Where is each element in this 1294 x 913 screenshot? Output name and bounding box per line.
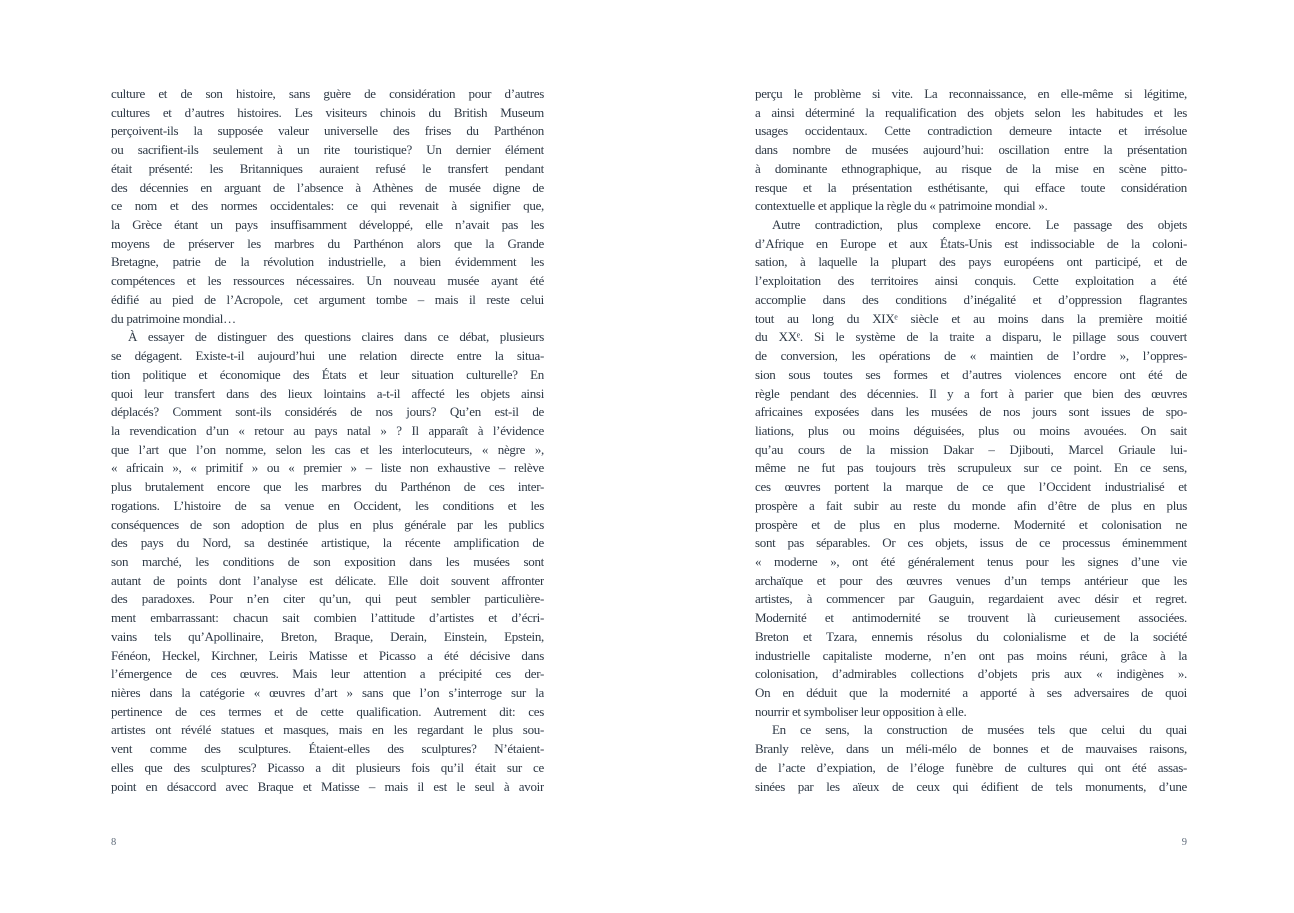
text-line: la revendication d’un « retour au pays natal » ? Il apparaît à l’évidence	[111, 422, 544, 438]
text-line: ou sacrifient-ils seulement à un rite touristique? Un dernier élément	[111, 142, 544, 158]
text-line: plus brutalement encore que les marbres du Parthénon de ces inter-	[111, 479, 544, 495]
text-line: perçu le problème si vite. La reconnaissance, en elle-même si légitime,	[755, 86, 1187, 101]
text-line: ce nom et des normes occidentales: ce qui revenait à signifier que,	[111, 198, 544, 214]
text-line: Breton et Tzara, ennemis résolus du colonialisme et de la société	[755, 628, 1187, 644]
text-line: rogations. L’histoire de sa venue en Occident, les conditions et les	[111, 497, 544, 513]
text-line: accomplie dans des conditions d’inégalité et d’oppression flagrantes	[755, 291, 1187, 307]
text-line: la Grèce étant un pays insuffisamment développé, elle n’avait pas les	[111, 217, 544, 233]
text-line: usages occidentaux. Cette contradiction demeure intacte et irrésolue	[755, 123, 1187, 139]
text-line: culture et de son histoire, sans guère de considération pour d’autres	[111, 86, 544, 101]
text-line: Modernité et antimodernité se trouvent là curieusement associées.	[755, 610, 1187, 626]
text-line: des paradoxes. Pour n’en citer qu’un, qui peut sembler particulière-	[111, 591, 544, 607]
text-line: du patrimoine mondial…	[111, 310, 236, 326]
text-line: sont pas séparables. Or ces objets, issus de ce processus éminemment	[755, 535, 1187, 551]
text-line: l’exploitation des territoires ainsi conquis. Cette exploitation a été	[755, 273, 1187, 289]
text-line: prospère a fait subir au reste du monde afin d’être de plus en plus	[755, 497, 1187, 513]
text-line: du XXᵉ. Si le système de la traite a disparu, le pillage sous couvert	[755, 329, 1187, 345]
text-line: quoi leur transfert dans des lieux lointains a-t-il affecté les objets ainsi	[111, 385, 544, 401]
text-line: Fénéon, Heckel, Kirchner, Leiris Matisse et Picasso a été décisive dans	[111, 647, 544, 663]
text-line: Autre contradiction, plus complexe encore. Le passage des objets	[772, 217, 1187, 233]
text-line: prospère et de plus en plus moderne. Modernité et colonisation ne	[755, 516, 1187, 532]
text-line: tout au long du XIXᵉ siècle et au moins dans la première moitié	[755, 310, 1187, 326]
page-right	[647, 0, 1294, 913]
text-line: À essayer de distinguer des questions claires dans ce débat, plusieurs	[128, 329, 544, 345]
text-line: vains tels qu’Apollinaire, Breton, Braque, Derain, Einstein, Epstein,	[111, 628, 544, 644]
text-line: d’Afrique en Europe et aux États-Unis est indissociable de la coloni-	[755, 235, 1187, 251]
text-line: cultures et d’autres histoires. Les visiteurs chinois du British Museum	[111, 104, 544, 120]
text-line: Bretagne, patrie de la révolution industrielle, a bien évidemment les	[111, 254, 544, 270]
text-line: à dominante ethnographique, au risque de la mise en scène pitto-	[755, 160, 1187, 176]
text-line: déplacés? Comment sont-ils considérés de nos jours? Qu’en est-il de	[111, 404, 544, 420]
text-line: resque et la présentation esthétisante, qui efface toute considération	[755, 179, 1187, 195]
text-line: de l’acte d’expiation, de l’éloge funèbre de cultures qui ont été assas-	[755, 759, 1187, 775]
text-line: conséquences de son adoption de plus en plus générale par les publics	[111, 516, 544, 532]
text-line: sinées par les aïeux de ceux qui édifient de tels monuments, d’une	[755, 778, 1187, 794]
text-line: tion politique et économique des États et leur situation culturelle? En	[111, 366, 544, 382]
text-line: l’émergence de ces œuvres. Mais leur attention a précipité ces der-	[111, 666, 544, 682]
text-line: autant de points dont l’analyse est délicate. Elle doit souvent affronter	[111, 572, 544, 588]
page-number-left: 8	[111, 837, 117, 848]
text-line: ment embarrassant: chacun sait combien l’attitude d’artistes et d’écri-	[111, 610, 544, 626]
text-line: même ne fut pas toujours très scrupuleux sur ce point. En ce sens,	[755, 460, 1187, 476]
text-line: son marché, les conditions de son exposition dans les musées sont	[111, 553, 544, 569]
page-right-textblock	[755, 85, 1187, 796]
text-line: compétences et les ressources nécessaires. Un nouveau musée ayant été	[111, 273, 544, 289]
text-line: Branly relève, dans un méli-mélo de bonnes et de mauvaises raisons,	[755, 741, 1187, 757]
text-line: vent comme des sculptures. Étaient-elles des sculptures? N’étaient-	[111, 741, 544, 757]
text-line: règle pendant des décennies. Il y a fort à parier que bien des œuvres	[755, 385, 1187, 401]
text-line: des pays du Nord, sa destinée artistique, la récente amplification de	[111, 535, 544, 551]
text-line: nourrir et symboliser leur opposition à elle.	[755, 703, 967, 719]
text-line: archaïque et pour des œuvres venues d’un temps antérieur que les	[755, 572, 1187, 588]
text-line: dans nombre de musées aujourd’hui: oscillation entre la présentation	[755, 142, 1187, 158]
page-left-textblock	[111, 85, 544, 796]
text-line: ces œuvres portent la marque de ce que l’Occident industrialisé et	[755, 479, 1187, 495]
page-number-right: 9	[1181, 837, 1187, 848]
text-line: se dégagent. Existe-t-il aujourd’hui une relation directe entre la situa-	[111, 348, 544, 364]
text-line: colonisation, d’admirables collections d’objets pris aux « indigènes ».	[755, 666, 1187, 682]
text-line: industrielle capitaliste moderne, n’en ont pas moins réuni, grâce à la	[755, 647, 1187, 663]
text-line: édifié au pied de l’Acropole, cet argument tombe – mais il reste celui	[111, 291, 544, 307]
text-line: de conversion, les opérations de « maintien de l’ordre », l’oppres-	[755, 348, 1187, 364]
text-line: a ainsi déterminé la requalification des objets selon les habitudes et les	[755, 104, 1187, 120]
text-line: était présenté: les Britanniques auraient refusé le transfert pendant	[111, 160, 544, 176]
text-line: sation, à laquelle la plupart des pays européens ont participé, et de	[755, 254, 1187, 270]
text-line: qu’au cours de la mission Dakar – Djibouti, Marcel Griaule lui-	[755, 441, 1187, 457]
text-line: pertinence de ces termes et de cette qualification. Autrement dit: ces	[111, 703, 544, 719]
text-line: que l’art que l’on nomme, selon les cas et les interlocuteurs, « nègre »,	[111, 441, 544, 457]
text-line: sion sous toutes ses formes et d’autres violences encore ont été de	[755, 366, 1187, 382]
text-line: artistes, à commencer par Gauguin, regardaient avec désir et regret.	[755, 591, 1187, 607]
text-line: africaines exposées dans les musées de nos jours sont issues de spo-	[755, 404, 1187, 420]
text-line: « africain », « primitif » ou « premier » – liste non exhaustive – relève	[111, 460, 544, 476]
text-line: point en désaccord avec Braque et Matisse – mais il est le seul à avoir	[111, 778, 544, 794]
text-line: En ce sens, la construction de musées tels que celui du quai	[772, 722, 1187, 738]
text-line: moyens de préserver les marbres du Parthénon alors que la Grande	[111, 235, 544, 251]
text-line: perçoivent-ils la supposée valeur universelle des frises du Parthénon	[111, 123, 544, 139]
text-line: des décennies en arguant de l’absence à Athènes de musée digne de	[111, 179, 544, 195]
text-line: liations, plus ou moins déguisées, plus ou moins avouées. On sait	[755, 422, 1187, 438]
text-line: « moderne », ont été généralement tenus pour les signes d’une vie	[755, 553, 1187, 569]
text-line: contextuelle et applique la règle du « patrimoine mondial ».	[755, 198, 1048, 214]
text-line: nières dans la catégorie « œuvres d’art » sans que l’on s’interroge sur la	[111, 685, 544, 700]
text-line: artistes ont révélé statues et masques, mais en les regardant le plus sou-	[111, 722, 544, 738]
text-line: elles que des sculptures? Picasso a dit plusieurs fois qu’il était sur ce	[111, 759, 544, 775]
text-line: On en déduit que la modernité a apporté à ses adversaires de quoi	[755, 685, 1187, 700]
